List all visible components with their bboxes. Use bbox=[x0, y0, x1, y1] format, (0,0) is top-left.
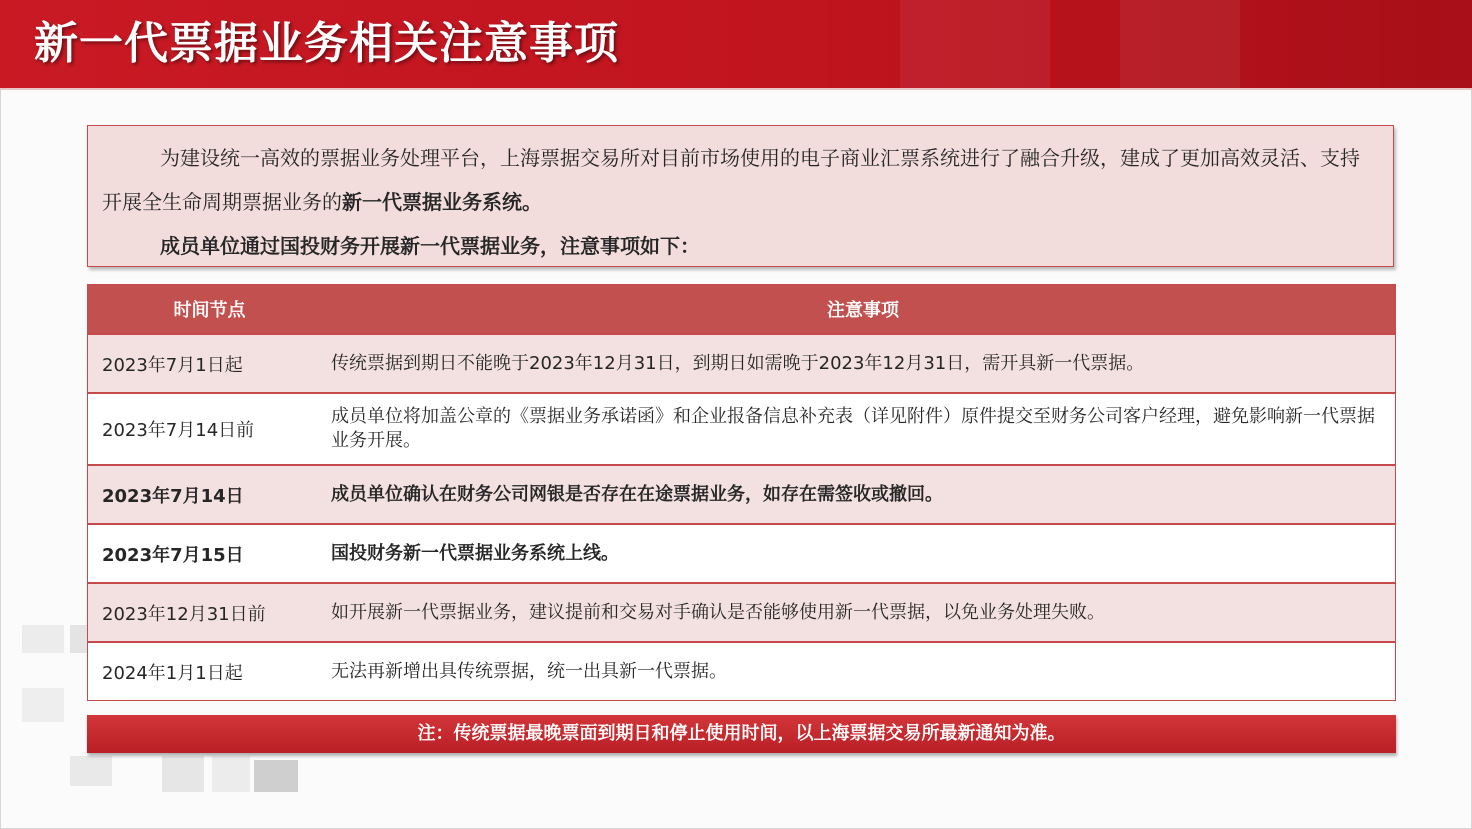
decor-square bbox=[70, 756, 112, 786]
intro-box bbox=[87, 125, 1394, 267]
decor-square bbox=[162, 756, 204, 792]
row-note: 传统票据到期日不能晚于2023年12月31日，到期日如需晚于2023年12月31日，需开具新一代票据。 bbox=[331, 352, 1145, 374]
row-time: 2023年7月15日 bbox=[102, 544, 244, 566]
title-bar-shade bbox=[900, 0, 1050, 88]
table-row bbox=[88, 392, 1395, 464]
intro-highlight: 新一代票据业务系统。 bbox=[342, 190, 542, 214]
decor-square bbox=[22, 688, 64, 722]
row-note: 如开展新一代票据业务，建议提前和交易对手确认是否能够使用新一代票据，以免业务处理失败。 bbox=[331, 601, 1105, 623]
schedule-table bbox=[87, 284, 1396, 701]
decor-square bbox=[212, 756, 250, 792]
row-note: 成员单位确认在财务公司网银是否存在在途票据业务，如存在需签收或撤回。 bbox=[331, 483, 943, 505]
title-bar bbox=[0, 0, 1472, 88]
table-row bbox=[88, 464, 1395, 523]
row-time: 2023年12月31日前 bbox=[102, 603, 266, 625]
row-time: 2024年1月1日起 bbox=[102, 662, 243, 684]
row-note: 无法再新增出具传统票据，统一出具新一代票据。 bbox=[331, 660, 727, 682]
footnote-bar: 注：传统票据最晚票面到期日和停止使用时间，以上海票据交易所最新通知为准。 bbox=[87, 715, 1396, 753]
table-row bbox=[88, 523, 1395, 582]
row-note: 成员单位将加盖公章的《票据业务承诺函》和企业报备信息补充表（详见附件）原件提交至财务公司客户经理，避免影响新一代票据业务开展。 bbox=[331, 406, 1375, 451]
page-title: 新一代票据业务相关注意事项 bbox=[34, 18, 619, 69]
intro-text: 为建设统一高效的票据业务处理平台，上海票据交易所对目前市场使用的电子商业汇票系统进行了融合升级，建成了更加高效灵活、支持开展全生命周期票据业务的 bbox=[102, 146, 1360, 214]
table-row bbox=[88, 582, 1395, 641]
row-note: 国投财务新一代票据业务系统上线。 bbox=[331, 542, 619, 564]
header-note: 注意事项 bbox=[827, 300, 899, 321]
header-time: 时间节点 bbox=[173, 300, 246, 321]
decor-square bbox=[22, 625, 64, 653]
row-time: 2023年7月1日起 bbox=[102, 354, 243, 376]
decor-square bbox=[254, 760, 298, 792]
table-row bbox=[88, 641, 1395, 700]
row-time: 2023年7月14日前 bbox=[102, 420, 255, 441]
intro-paragraph bbox=[102, 136, 1367, 224]
table-row bbox=[88, 333, 1395, 392]
title-underline bbox=[0, 88, 1472, 90]
row-time: 2023年7月14日 bbox=[102, 485, 244, 507]
title-bar-shade bbox=[1120, 0, 1240, 88]
table-header bbox=[88, 285, 1395, 333]
intro-notice: 成员单位通过国投财务开展新一代票据业务，注意事项如下： bbox=[160, 234, 700, 258]
